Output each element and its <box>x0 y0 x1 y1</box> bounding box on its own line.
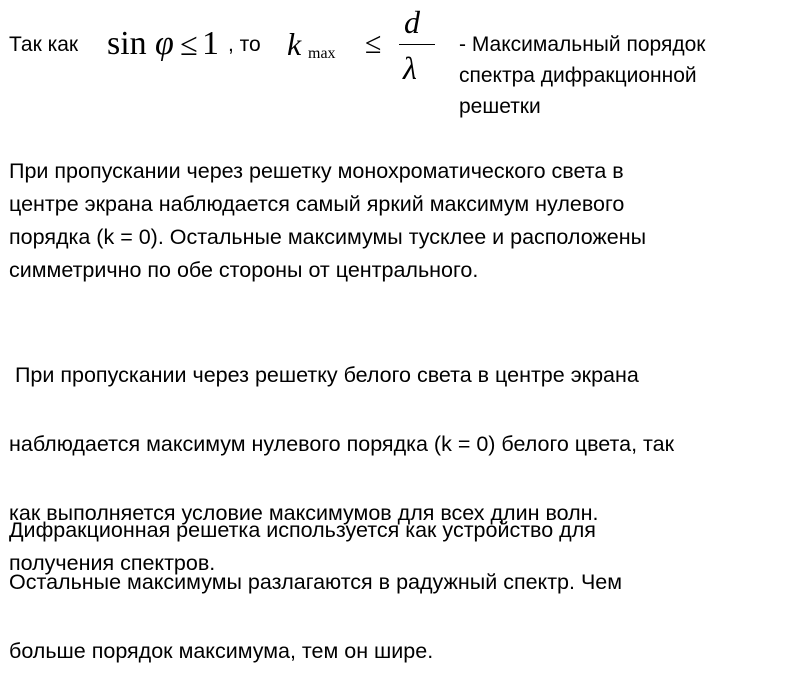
condition-relation: ≤ <box>180 26 198 62</box>
paragraph-line: больше порядок максимума, тем он шире. <box>9 639 434 663</box>
fraction-bar <box>399 44 435 45</box>
fraction-denominator: λ <box>403 50 417 86</box>
paragraph-line: наблюдается максимум нулевого порядка (k = 0) белого цвета, так <box>9 432 675 456</box>
kmax-relation: ≤ <box>365 27 382 60</box>
paragraph-line: получения спектров. <box>9 551 216 575</box>
paragraph-application <box>9 514 596 580</box>
description-line: - Максимальный порядок <box>459 33 706 56</box>
phi-variable: φ <box>155 25 174 62</box>
sin-function: sin <box>107 25 147 62</box>
paragraph-monochromatic <box>9 155 646 287</box>
paragraph-line: симметрично по обе стороны от центрального. <box>9 258 479 282</box>
intro-text: Так как <box>9 33 79 56</box>
k-variable: k <box>287 26 302 62</box>
fraction-numerator: d <box>404 4 420 40</box>
paragraph-line: центре экрана наблюдается самый яркий максимум нулевого <box>9 192 625 216</box>
description-line: спектра дифракционной <box>459 64 697 87</box>
max-subscript: max <box>308 45 336 62</box>
paragraph-white-light <box>9 323 674 686</box>
paragraph-line: Дифракционная решетка используется как устройство для <box>9 518 596 542</box>
condition-bound: 1 <box>202 25 219 62</box>
description-line: решетки <box>459 95 541 118</box>
conjunction-text: , то <box>228 33 261 56</box>
paragraph-line: порядка (k = 0). Остальные максимумы тусклее и расположены <box>9 225 647 249</box>
paragraph-line: как выполняется условие максимумов для всех длин волн. <box>9 501 599 525</box>
paragraph-line: При пропускании через решетку белого света в центре экрана <box>9 363 639 387</box>
paragraph-line: Остальные максимумы разлагаются в радужный спектр. Чем <box>9 570 623 594</box>
paragraph-line: При пропускании через решетку монохроматического света в <box>9 159 624 183</box>
